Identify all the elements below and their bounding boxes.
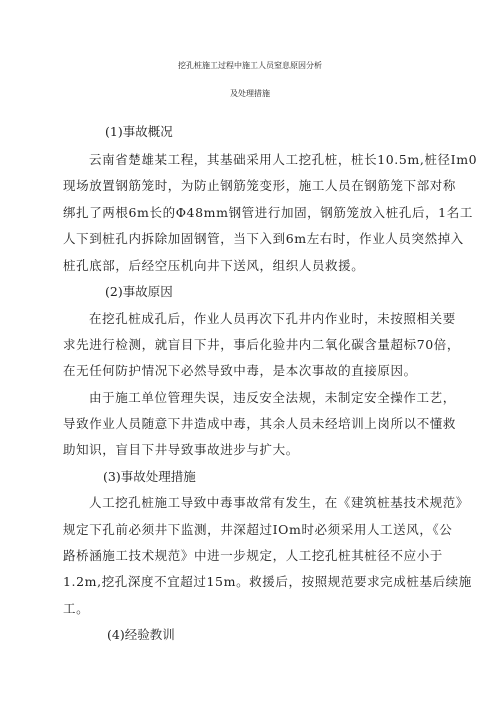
paragraph-line: 规定下孔前必须井下监测，井深超过IOm时必须采用人工送风，《公 <box>63 522 453 537</box>
section-heading-lessons-learned: (4)经验教训 <box>107 627 175 642</box>
paragraph-line: 导致作业人员随意下井造成中毒，其余人员未经培训上岗所以不懂救 <box>63 416 457 431</box>
paragraph-line: 在挖孔桩成孔后，作业人员再次下孔井内作业时，未按照相关要 <box>89 311 456 326</box>
document-title-line-2: 及处理措施 <box>230 89 270 98</box>
paragraph-line: 绑扎了两根6m长的Φ48mm钢管进行加固，钢筋笼放入桩孔后，1名工 <box>63 205 473 220</box>
paragraph-line: 路桥涵施工技术规范》中进一步规定，人工挖孔桩其桩径不应小于 <box>63 548 443 563</box>
paragraph-line: 在无任何防护情况下必然导致中毒，是本次事故的直接原因。 <box>63 363 417 378</box>
section-heading-accident-overview: (1)事故概况 <box>105 124 173 139</box>
paragraph-line: 人工挖孔桩施工导致中毒事故常有发生，在《建筑桩基技术规范》 <box>89 495 469 510</box>
paragraph-line: 工。 <box>63 601 90 616</box>
document-title-line-1: 挖孔桩施工过程中施工人员窒息原因分析 <box>178 61 322 70</box>
paragraph-line: 由于施工单位管理失误，违反安全法规，未制定安全操作工艺， <box>89 390 456 405</box>
section-heading-handling-measures: (3)事故处理措施 <box>103 469 196 484</box>
paragraph-line: 人下到桩孔内拆除加固钢管，当下入到6m左右时，作业人员突然掉入 <box>63 231 464 246</box>
section-heading-accident-cause: (2)事故原因 <box>105 284 173 299</box>
paragraph-line: 1.2m,挖孔深度不宜超过15m。救援后，按照规范要求完成桩基后续施 <box>63 574 472 589</box>
paragraph-line: 求先进行检测，就盲目下井，事后化验井内二氧化碳含量超标70倍， <box>63 337 461 352</box>
paragraph-line: 助知识，盲目下井导致事故进步与扩大。 <box>63 442 299 457</box>
paragraph-line: 桩孔底部，后经空压机向井下送风，组织人员救援。 <box>63 258 365 273</box>
paragraph-line: 现场放置钢筋笼时，为防止钢筋笼变形，施工人员在钢筋笼下部对称 <box>63 178 457 193</box>
paragraph-line: 云南省楚雄某工程，其基础采用人工挖孔桩，桩长10.5m,桩径Im0 <box>89 152 478 167</box>
